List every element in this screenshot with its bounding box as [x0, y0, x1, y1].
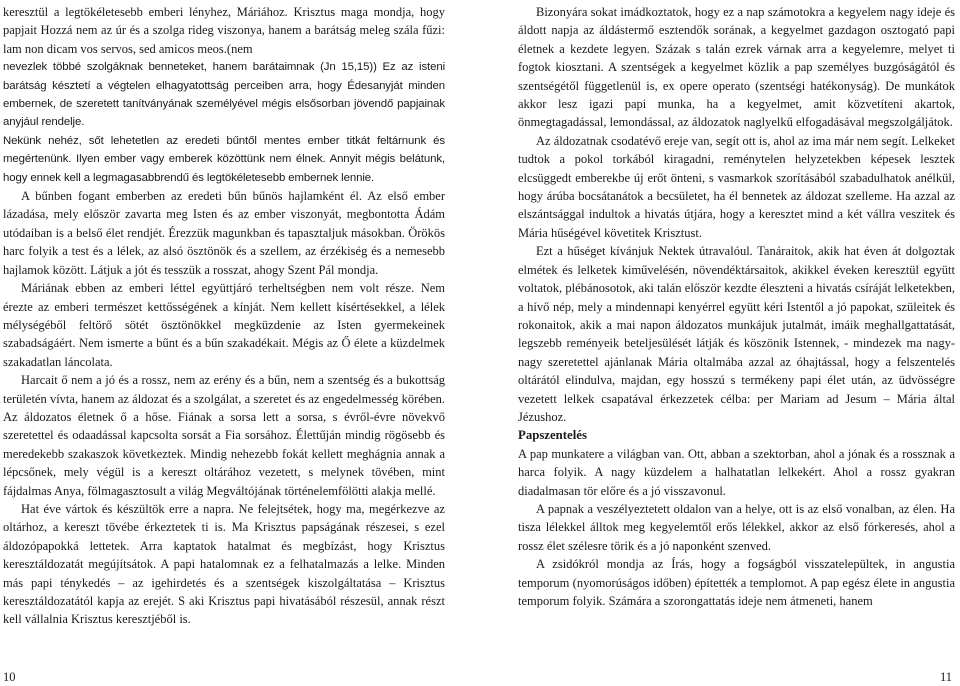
left-paragraph-7: Hat éve vártok és készültök erre a napra. Ne felejtsétek, hogy ma, megérkezve az oltárhoz, a kereszt tövébe érkeztetek ti is. Ma Krisztus papságának részesei, s ezel áldozópapokká lettetek. Arra kaptatok hatalmat és megbízást, hogy Krisztus keresztáldozatát megújítsátok. A papi hatalomnak ez a felhatalmazás a lelke. Minden más papi ténykedés – az igehirdetés és a szentségek kiszolgáltatása – Krisztus keresztáldozatától kapja az erejét. S aki Krisztus papi hivatásából részesül, annak részt kell vállalnia Krisztus keresztjéből is. [3, 501, 445, 627]
left-paragraph-5: Máriának ebben az emberi léttel együttjáró terheltségben nem volt része. Nem érezte az emberi természet kettősségének a kínját. Nem kellett kísértésekkel, a lélek mélységéből feltörő sötét ösztönökkel megküzdenie az Isten gyermekeinek szabadságáért. Nem ismerte a bűnt és a bűn szakadékait. Mégis az Ő élete a küzdelmek szakadatlan láncolata. [3, 281, 445, 369]
page-number-right: 11 [940, 670, 953, 684]
right-paragraph-3: Ezt a hűséget kívánjuk Nektek útravalóul. Tanáraitok, akik hat éven át dolgoztak elmétek és lelketek kiművelésén, növendéktársaitok, akikkel éveken keresztül együtt voltatok, plébánosotok, aki talán először kezdte éleszteni a hivatás csíráját lelketekben, a hívő nép, mely a mindennapi kenyérrel együtt kéri Istentől a jó papokat, szüleitek és rokonaitok, akik a mai napon áldozatos munkájuk jutalmát, imáik meghallgattatását, legszebb reményeik beteljesülését látják és köszönik Istennek, - mindezek ma nagy-nagy szeretettel ajánlanak Mária oltalmába azzal az óhajtással, hogy a felszentelés oltárától elindulva, majdan, egy hosszú s termékeny papi élet után, az üdvösségre vezetett lelkek csapatával érkezzetek célba: per Mariam ad Jesum – Mária által Jézushoz. [518, 244, 955, 424]
right-paragraph-5: A papnak a veszélyeztetett oldalon van a helye, ott is az első vonalban, az élen. Ha tisza lélekkel álltok meg kegyelemtől erős lélekkel, akkor az első fórkeresés, ahol a rossz élet szélesre törik és a jó naponként szenved. [518, 501, 955, 553]
right-paragraph-1: Bizonyára sokat imádkoztatok, hogy ez a nap számotokra a kegyelem nagy ideje és áldott napja az áldástermő esztendők sorának, a kegyelmet gazdagon osztogató papi életnek a kezdete legyen. Százak s talán ezrek várnak arra a kegyelemre, melyet ti fogtok kiosztani. A szentségek a kegyelmet közlik a pap személyes buzgóságától és szentségétől függetlenül is, ex opere operato (szentségi hatékonyság). De munkátok akkor lesz igazi papi munka, ha a kegyelmet, amit közvetíteni akartok, önmegtagadással, lemondással, az áldozatok naglyelkű elfogadásával megszolgáljátok. [518, 5, 955, 130]
page-number-left: 10 [3, 670, 16, 684]
left-paragraph-2: nevezlek többé szolgáknak benneteket, hanem barátaimnak (Jn 15,15)) Ez az isteni barátság késztetí a végtelen elhagyatottság perceiben arra, hogy Édesanyját minden embernek, de szeretett tanítványának személyével mégis elsősorban jövendő papjainak anyjául rendelje. [3, 61, 445, 129]
left-page-column [3, 3, 445, 629]
section-heading: Papszentelés [518, 428, 587, 443]
right-page-column [518, 3, 955, 610]
left-paragraph-6: Harcait ő nem a jó és a rossz, nem az erény és a bűn, nem a szentség és a bukottság területén vívta, hanem az áldozat és a szolgálat, a szeretet és az engedelmesség körében. Az áldozatos életnek ő a hőse. Fiának a sorsa lett a sorsa, s évről-évre növekvő szeretettel és odaadással kapcsolta sorsát a Fia sorsához. Élettűján mindig rögösebb és meredekebb szakaszok következtek. Mindig nehezebb fokát kellett meghágnia annak a lépcsőnek, mely végül is a kereszt oltárához vezetett, s melynek tövében, mint fájdalmas Anya, fölmagasztosult a világ Megváltójának történelemfölötti alakja mellé. [3, 373, 445, 498]
left-paragraph-1: keresztül a legtökéletesebb emberi lényhez, Máriához. Krisztus maga mondja, hogy papjait Hozzá nem az úr és a szolga rideg viszonya, hanem a barátság meleg szála fűzi: lam non dicam vos servos, sed amicos meos.(nem [3, 5, 445, 56]
left-paragraph-4: A bűnben fogant emberben az eredeti bűn bűnös hajlamként él. Az első ember lázadása, mely először zavarta meg Isten és az ember viszonyát, megbontotta Ádám utódaiban is a belső élet rendjét. Érezzük magunkban és tapasztaljuk másokban. Örökös harc folyik a test és a lélek, az alsó ösztönök és a szellem, az érzékiség és a nemesebb hajlamok között. Látjuk a jót és tesszük a rosszat, ahogy Szent Pál mondja. [3, 189, 445, 277]
right-paragraph-6: A zsidókról mondja az Írás, hogy a fogságból visszatelepültek, in angustia temporum (nyomorúságos időben) építették a templomot. A pap egész élete in angustia temporum folyik. Számára a szorongattatás ideje nem átmeneti, hanem [518, 557, 955, 608]
right-paragraph-4: A pap munkatere a világban van. Ott, abban a szektorban, ahol a jónak és a rossznak a harca folyik. A nagy küzdelem a halhatatlan lelkekért. Ahol a rossz gyakran diadalmasan tör előre és a jó visszavonul. [518, 446, 955, 498]
right-paragraph-2: Az áldozatnak csodatévő ereje van, segít ott is, ahol az ima már nem segít. Lelkeket tudtok a pokol torkából kiragadni, reménytelen helyzetekben képesek lesztek elcsüggedt emberekbe új erőt önteni, s vasmarkok szorításából szabadulhatok anélkül, hogy árúba bocsátanátok a becsületet, ha él bennetek az áldozat szelleme. Ha azzal az elszántsággal indultok a hivatás útjára, hogy a keresztet mind a két vállra veszitek és Mária hűségével követitek Krisztust. [518, 133, 955, 240]
left-paragraph-3: Nekünk nehéz, sőt lehetetlen az eredeti bűntől mentes ember titkát feltárnunk és megértenünk. Ilyen ember vagy emberek közöttünk nem élnek. Annyit mégis belátunk, hogy ennek kell a legmagasabbrendű és legtökéletesebb embernek lennie. [3, 134, 445, 184]
